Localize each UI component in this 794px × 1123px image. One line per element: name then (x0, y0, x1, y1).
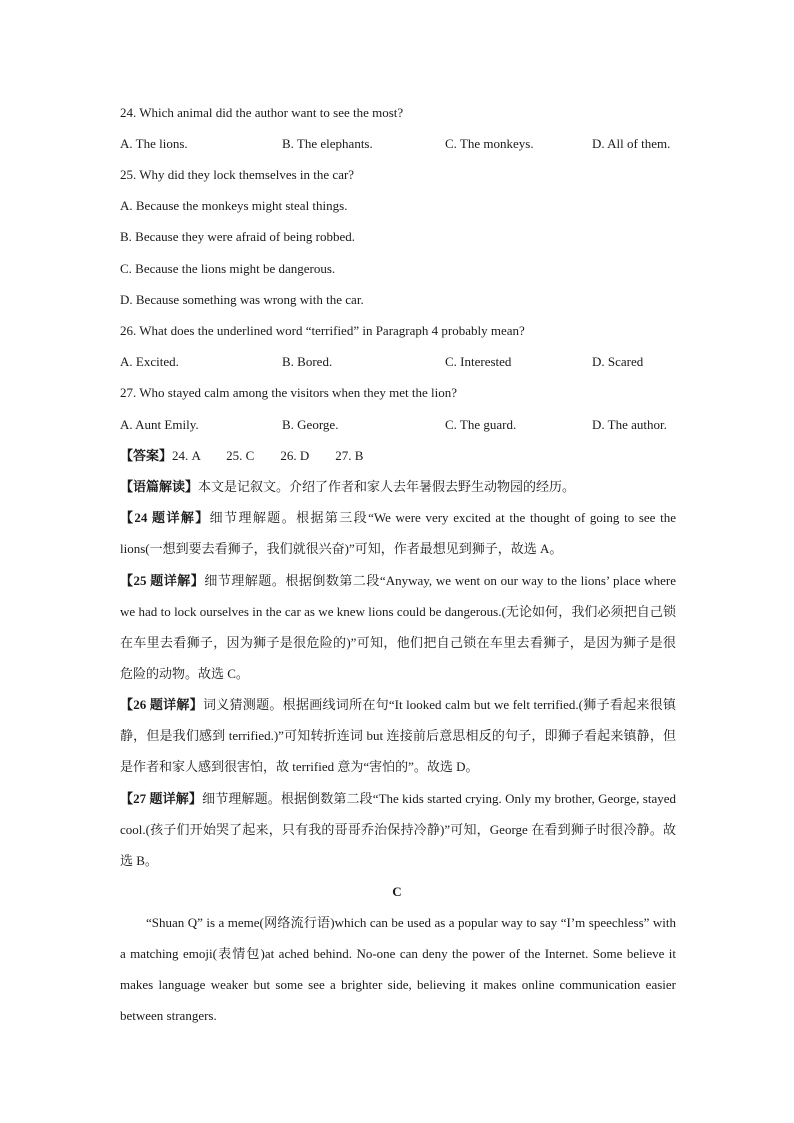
summary-tag: 【语篇解读】 (120, 479, 199, 494)
question-26-option-c: C. Interested (445, 354, 512, 369)
explanation-25 (120, 565, 676, 689)
question-24-option-a: A. The lions. (120, 136, 188, 151)
question-27-stem: 27. Who stayed calm among the visitors when they met the lion? (120, 385, 457, 400)
question-24-option-b: B. The elephants. (282, 136, 373, 151)
question-27-option-a: A. Aunt Emily. (120, 417, 199, 432)
explanation-24-tag: 【24 题详解】 (120, 510, 210, 525)
question-24-option-c: C. The monkeys. (445, 136, 534, 151)
explanation-26 (120, 689, 676, 782)
explanation-24-text: 细节理解题。根据第三段“We were very excited at the thought of going to see the lions(一想到要去看狮子，我们就很兴奋)”可知，作者最想见到狮子，故选 A。 (120, 510, 676, 556)
answer-tag: 【答案】 (120, 448, 173, 463)
summary-line (120, 478, 676, 496)
question-25-option-a: A. Because the monkeys might steal things. (120, 198, 348, 213)
question-26-option-d: D. Scared (592, 354, 644, 369)
answer-line (120, 447, 676, 465)
question-25-stem: 25. Why did they lock themselves in the car? (120, 167, 355, 182)
answer-text: 24. A 25. C 26. D 27. B (172, 448, 364, 463)
explanation-27 (120, 783, 676, 876)
explanation-27-text: 细节理解题。根据倒数第二段“The kids started crying. Only my brother, George, stayed cool.(孩子们开始哭了起来，只有我的哥哥乔治保持冷静)”可知，George 在看到狮子时很冷静。故选 B。 (120, 791, 676, 868)
question-26-option-b: B. Bored. (282, 354, 333, 369)
passage-paragraph: “Shuan Q” is a meme(网络流行语)which can be used as a popular way to say “I’m speechless” with a matching emoji(表情包)at ached behind. No-one can deny the power of the Internet. Some believe it makes language weaker but some see a brighter side, believing it makes online communication easier between strangers. (120, 915, 676, 1023)
explanation-25-tag: 【25 题详解】 (120, 573, 205, 588)
question-26-option-a: A. Excited. (120, 354, 179, 369)
question-27-option-d: D. The author. (592, 417, 667, 432)
explanation-26-tag: 【26 题详解】 (120, 697, 203, 712)
explanation-27-tag: 【27 题详解】 (120, 791, 203, 806)
question-24-stem: 24. Which animal did the author want to see the most? (120, 105, 404, 120)
question-25-option-b: B. Because they were afraid of being robbed. (120, 229, 355, 244)
summary-text: 本文是记叙文。介绍了作者和家人去年暑假去野生动物园的经历。 (198, 479, 576, 494)
question-27-option-c: C. The guard. (445, 417, 517, 432)
explanation-24 (120, 502, 676, 564)
explanation-25-text: 细节理解题。根据倒数第二段“Anyway, we went on our way to the lions’ place where we had to lock ourselves in the car as we knew lions could be dangerous.(无论如何，我们必须把自己锁在车里去看狮子，因为狮子是很危险的)”可知，他们把自己锁在车里去看狮子，是因为狮子是很危险的动物。故选 C。 (120, 573, 676, 681)
question-26-stem: 26. What does the underlined word “terrified” in Paragraph 4 probably mean? (120, 323, 525, 338)
question-25-option-c: C. Because the lions might be dangerous. (120, 261, 336, 276)
section-heading: C (392, 884, 402, 899)
explanation-26-text: 词义猜测题。根据画线词所在句“It looked calm but we felt terrified.(狮子看起来很镇静，但是我们感到 terrified.)”可知转折连词 but 连接前后意思相反的句子，即狮子看起来镇静，但是作者和家人感到很害怕，故 terrified 意为“害怕的”。故选 D。 (120, 697, 676, 774)
question-27-option-b: B. George. (282, 417, 339, 432)
question-25-option-d: D. Because something was wrong with the car. (120, 292, 364, 307)
question-24-option-d: D. All of them. (592, 136, 671, 151)
